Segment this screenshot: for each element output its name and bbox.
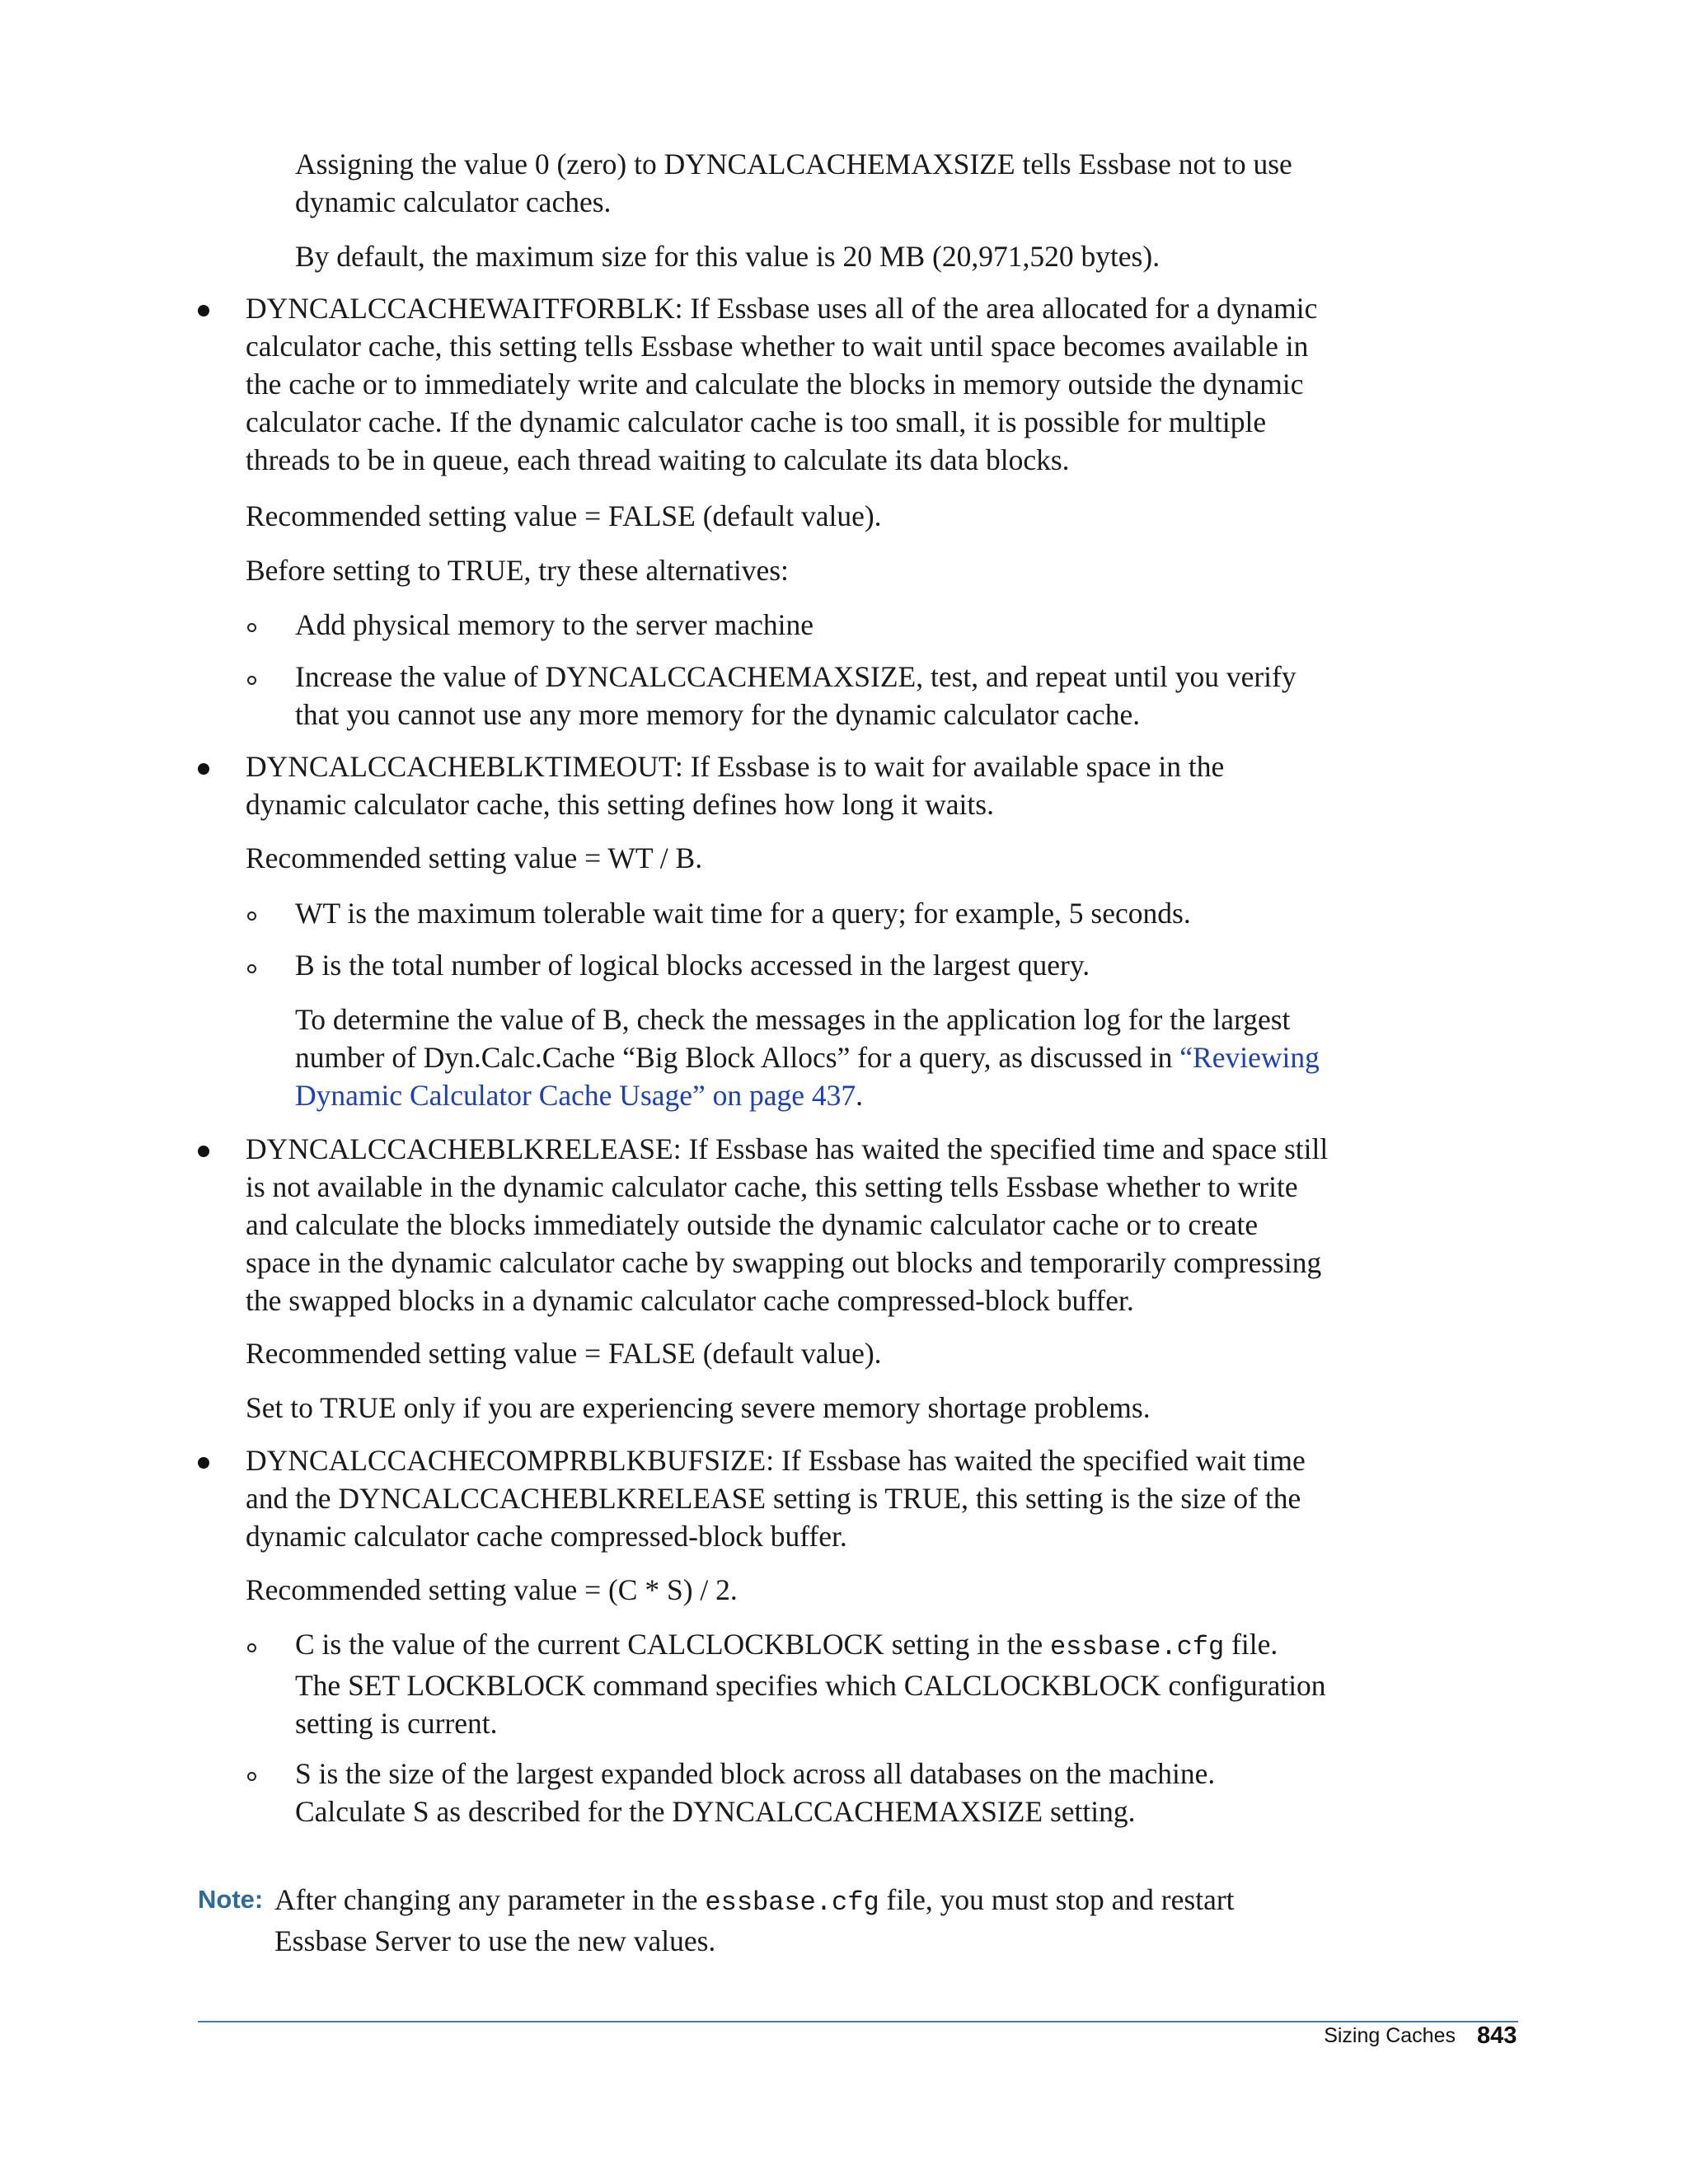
sub-bullet-icon	[247, 676, 256, 685]
note-text-start: After changing any parameter in the	[274, 1883, 706, 1916]
paragraph-set-true-only: Set to TRUE only if you are experiencing severe memory shortage problems.	[246, 1391, 1151, 1424]
sub-bullet-c	[295, 1625, 1329, 1742]
sub-bullet-icon	[247, 1772, 256, 1781]
footer-rule	[198, 2021, 1518, 2022]
paragraph-recommended-false-2: Recommended setting value = FALSE (default value).	[246, 1337, 882, 1370]
paragraph-determine-b	[295, 1001, 1329, 1114]
sub-bullet-b: B is the total number of logical blocks accessed in the largest query.	[295, 949, 1090, 982]
config-filename: essbase.cfg	[705, 1887, 879, 1918]
paragraph-recommended-false-1: Recommended setting value = FALSE (default value).	[246, 499, 882, 532]
config-filename: essbase.cfg	[1049, 1632, 1225, 1662]
sub-bullet-increase-value: Increase the value of DYNCALCCACHEMAXSIZE, test, and repeat until you verify that you cannot use any more memory for the dynamic calculator cache.	[295, 660, 1296, 731]
sub-bullet-c-text: C is the value of the current CALCLOCKBLOCK setting in the	[295, 1628, 1050, 1661]
paragraph-determine-b-end: .	[856, 1079, 864, 1112]
bullet-icon	[198, 305, 209, 316]
sub-bullet-s: S is the size of the largest expanded block across all databases on the machine. Calculate S as described for the DYNCALCCACHEMAXSIZE setting.	[295, 1757, 1216, 1828]
reviewing-cache-usage-link[interactable]: “Reviewing Dynamic Calculator Cache Usage” on page 437	[295, 1041, 1320, 1112]
paragraph-recommended-cs: Recommended setting value = (C * S) / 2.	[246, 1573, 738, 1606]
paragraph-determine-b-text: To determine the value of B, check the messages in the application log for the largest number of Dyn.Calc.Cache “Big Block Allocs” for a query, as discussed in	[295, 1003, 1291, 1074]
paragraph-default-size: By default, the maximum size for this value is 20 MB (20,971,520 bytes).	[295, 240, 1160, 273]
footer-page-number: 843	[1477, 2022, 1517, 2049]
paragraph-maxsize-zero: Assigning the value 0 (zero) to DYNCALCACHEMAXSIZE tells Essbase not to use dynamic calculator caches.	[295, 148, 1292, 218]
sub-bullet-icon	[247, 623, 256, 632]
sub-bullet-add-memory: Add physical memory to the server machine	[295, 608, 814, 641]
sub-bullet-icon	[247, 964, 256, 973]
bullet-icon	[198, 763, 209, 775]
bullet-waitforblk: DYNCALCCACHEWAITFORBLK: If Essbase uses all of the area allocated for a dynamic calculator cache, this setting tells Essbase whether to wait until space becomes available in the cache or to immediately write and calculate the blocks in memory outside the dynamic calculator cache. If the dynamic calculator cache is too small, it is possible for multiple threads to be in queue, each thread waiting to calculate its data blocks.	[246, 292, 1318, 476]
sub-bullet-c-rest: file. The SET LOCKBLOCK command specifies which CALCLOCKBLOCK configuration setting is current.	[295, 1628, 1326, 1740]
bullet-comprblkbufsize: DYNCALCCACHECOMPRBLKBUFSIZE: If Essbase has waited the specified wait time and the DYNCALCCACHEBLKRELEASE setting is TRUE, this setting is the size of the dynamic calculator cache compressed-block buffer.	[246, 1444, 1306, 1553]
bullet-blkrelease: DYNCALCCACHEBLKRELEASE: If Essbase has waited the specified time and space still is not available in the dynamic calculator cache, this setting tells Essbase whether to write and calculate the blocks immediately outside the dynamic calculator cache or to create space in the dynamic calculator cache by swapping out blocks and temporarily compressing the swapped blocks in a dynamic calculator cache compressed-block buffer.	[246, 1132, 1329, 1317]
note-label: Note:	[198, 1885, 264, 1914]
paragraph-recommended-wt-b: Recommended setting value = WT / B.	[246, 841, 703, 874]
note-text	[274, 1881, 1329, 1960]
bullet-icon	[198, 1457, 209, 1469]
sub-bullet-wt: WT is the maximum tolerable wait time for a query; for example, 5 seconds.	[295, 897, 1191, 930]
paragraph-before-true: Before setting to TRUE, try these alternatives:	[246, 554, 789, 587]
sub-bullet-icon	[247, 912, 256, 921]
sub-bullet-icon	[247, 1643, 256, 1652]
footer-section-title: Sizing Caches	[1324, 2024, 1456, 2047]
bullet-icon	[198, 1146, 209, 1157]
note-text-end: file, you must stop and restart Essbase Server to use the new values.	[274, 1883, 1235, 1957]
bullet-blktimeout: DYNCALCCACHEBLKTIMEOUT: If Essbase is to wait for available space in the dynamic calculator cache, this setting defines how long it waits.	[246, 750, 1225, 821]
